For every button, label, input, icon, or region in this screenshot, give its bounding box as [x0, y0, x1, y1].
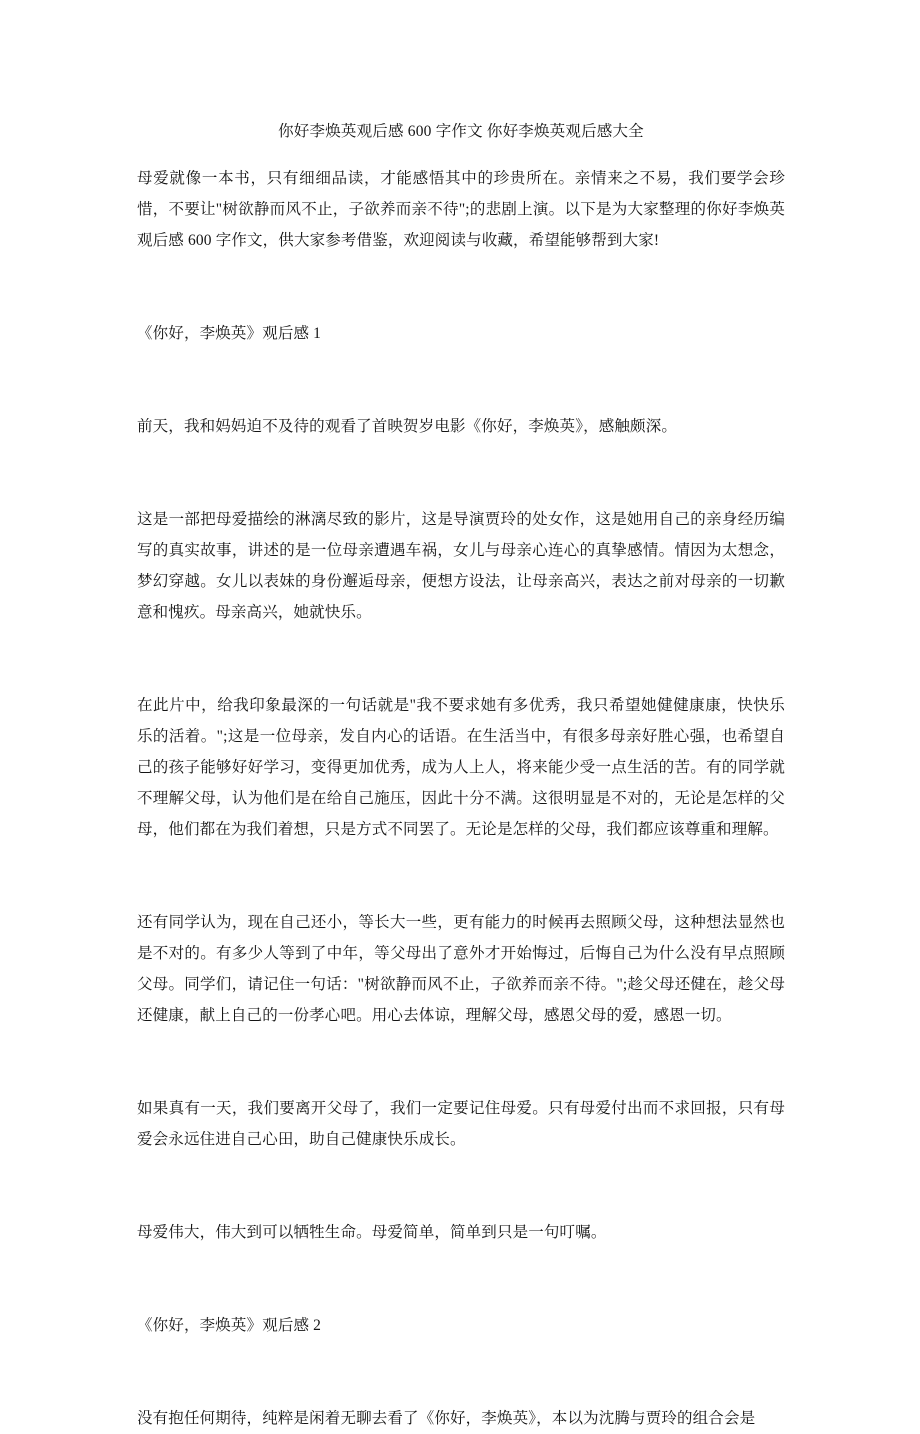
section-heading-1: 《你好，李焕英》观后感 1	[137, 325, 322, 342]
page-title: 你好李焕英观后感 600 字作文 你好李焕英观后感大全	[278, 123, 644, 140]
section-1-paragraph-6: 母爱伟大，伟大到可以牺牲生命。母爱简单，简单到只是一句叮嘱。	[137, 1224, 607, 1241]
section-2-paragraph-1: 没有抱任何期待，纯粹是闲着无聊去看了《你好，李焕英》，本以为沈腾与贾玲的组合会是	[137, 1410, 756, 1427]
section-1-paragraph-4: 还有同学认为，现在自己还小，等长大一些，更有能力的时候再去照顾父母，这种想法显然也是不对的。有多少人等到了中年，等父母出了意外才开始悔过，后悔自己为什么没有早点照顾父母。同学们，请记住一句话："树欲静而风不止，子欲养而亲不待。";趁父母还健在，趁父母还健康，献上自己的一份孝心吧。用心去体谅，理解父母，感恩父母的爱，感恩一切。	[137, 914, 785, 1024]
section-1-paragraph-1: 前天，我和妈妈迫不及待的观看了首映贺岁电影《你好，李焕英》，感触颇深。	[137, 418, 678, 435]
intro-paragraph: 母爱就像一本书，只有细细品读，才能感悟其中的珍贵所在。亲情来之不易，我们要学会珍惜，不要让"树欲静而风不止，子欲养而亲不待";的悲剧上演。以下是为大家整理的你好李焕英观后感 600 字作文，供大家参考借鉴，欢迎阅读与收藏，希望能够帮到大家!	[137, 170, 785, 249]
section-1-paragraph-2: 这是一部把母爱描绘的淋漓尽致的影片，这是导演贾玲的处女作，这是她用自己的亲身经历编写的真实故事，讲述的是一位母亲遭遇车祸，女儿与母亲心连心的真挚感情。情因为太想念，梦幻穿越。女儿以表妹的身份邂逅母亲，便想方设法，让母亲高兴，表达之前对母亲的一切歉意和愧疚。母亲高兴，她就快乐。	[137, 511, 785, 621]
section-1-paragraph-5: 如果真有一天，我们要离开父母了，我们一定要记住母爱。只有母爱付出而不求回报，只有母爱会永远住进自己心田，助自己健康快乐成长。	[137, 1100, 785, 1148]
section-heading-2: 《你好，李焕英》观后感 2	[137, 1317, 322, 1334]
section-1-paragraph-3: 在此片中，给我印象最深的一句话就是"我不要求她有多优秀，我只希望她健健康康，快快乐乐的活着。";这是一位母亲，发自内心的话语。在生活当中，有很多母亲好胜心强，也希望自己的孩子能够好好学习，变得更加优秀，成为人上人，将来能少受一点生活的苦。有的同学就不理解父母，认为他们是在给自己施压，因此十分不满。这很明显是不对的，无论是怎样的父母，他们都在为我们着想，只是方式不同罢了。无论是怎样的父母，我们都应该尊重和理解。	[137, 697, 785, 838]
document-content	[137, 0, 785, 1434]
